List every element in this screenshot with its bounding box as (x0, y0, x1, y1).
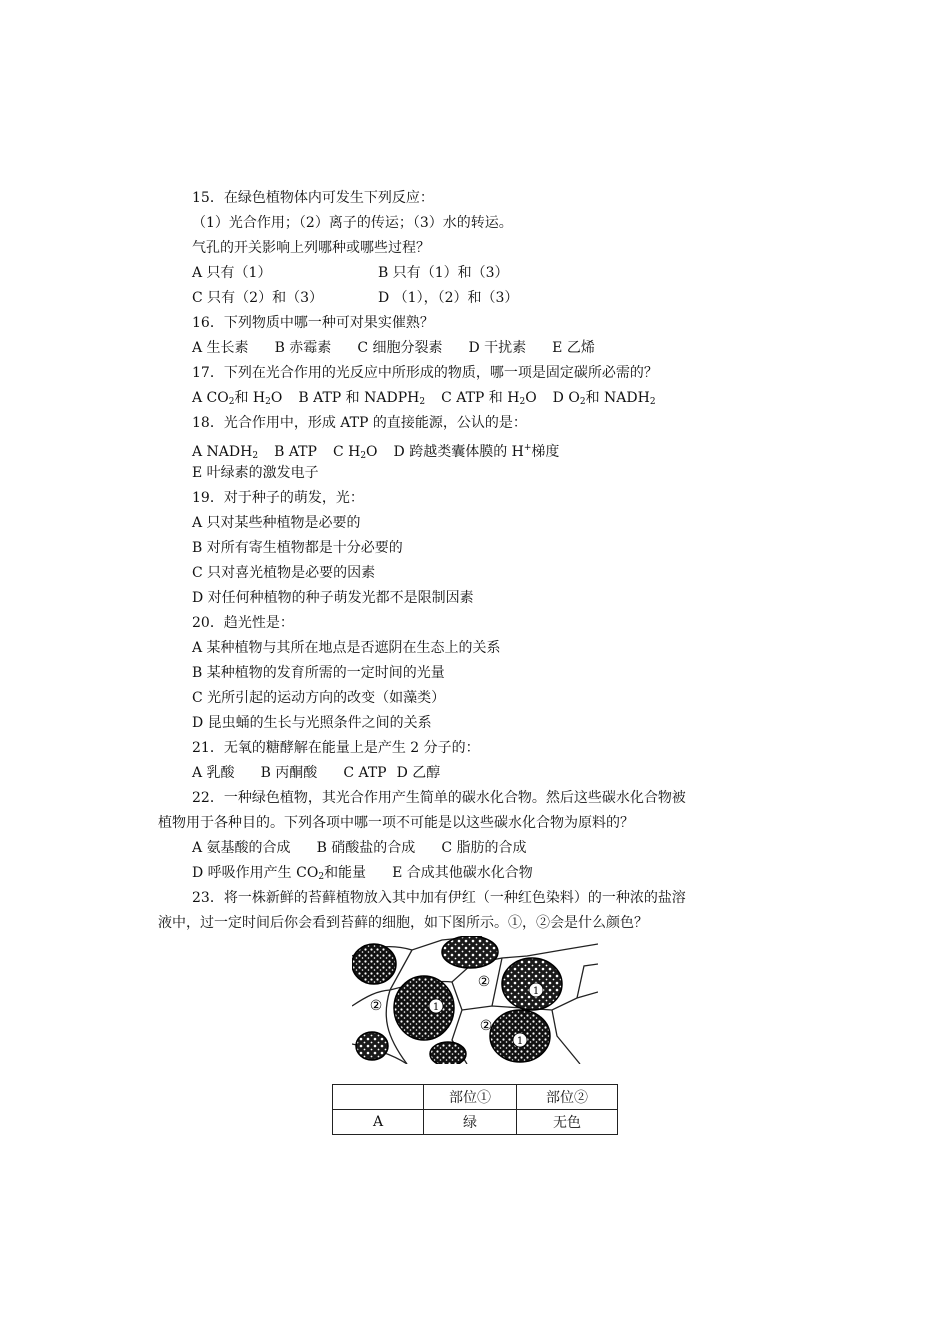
header-cell-empty (333, 1085, 424, 1110)
row-site2-color: 无色 (517, 1110, 618, 1135)
q15-option-a[interactable]: A 只有（1） (192, 265, 272, 281)
q19-option-a[interactable]: A 只对某些种植物是必要的 (192, 515, 361, 531)
protoplast-bottom-left (356, 1032, 388, 1060)
q22-option-c[interactable]: C 脂肪的合成 (441, 840, 527, 856)
q17-b-sub: 2 (419, 397, 426, 407)
q21-option-a[interactable]: A 乳酸 (192, 765, 235, 781)
q22-d-sub: 2 (318, 872, 325, 882)
q19-stem: 19．对于种子的萌发，光： (192, 490, 364, 506)
q23-stem-line1: 23．将一株新鲜的苔藓植物放入其中加有伊红（一种红色染料）的一种浓的盐溶 (192, 890, 686, 906)
q17-d-text2: 和 NADH (585, 390, 650, 406)
q16-option-c[interactable]: C 细胞分裂素 (357, 340, 443, 356)
q20-option-c[interactable]: C 光所引起的运动方向的改变（如藻类） (192, 690, 446, 706)
q17-c-text2: O (525, 390, 537, 406)
q20-stem: 20．趋光性是： (192, 615, 294, 631)
q21-option-c[interactable]: C ATP (343, 765, 387, 781)
q17-a-text2: 和 H (234, 390, 266, 406)
q15-option-b[interactable]: B 只有（1）和（3） (378, 265, 509, 281)
q20-option-a[interactable]: A 某种植物与其所在地点是否遮阴在生态上的关系 (192, 640, 501, 656)
q22-d-text1: D 呼吸作用产生 CO (192, 865, 319, 881)
label-2-left: ② (369, 998, 383, 1014)
q17-a-text3: O (270, 390, 283, 406)
q18-a-sub: 2 (252, 451, 259, 461)
q22-option-a[interactable]: A 氨基酸的合成 (192, 840, 291, 856)
q17-c-sub: 2 (519, 397, 526, 407)
q20-option-d[interactable]: D 昆虫蛹的生长与光照条件之间的关系 (192, 715, 432, 731)
q16-option-a[interactable]: A 生长素 (192, 340, 249, 356)
q22-stem-line1: 22．一种绿色植物，其光合作用产生简单的碳水化合物。然后这些碳水化合物被 (192, 790, 686, 806)
protoplast-bottom-mid (430, 1042, 466, 1064)
q22-option-b[interactable]: B 硝酸盐的合成 (316, 840, 416, 856)
q17-d-sub1: 2 (579, 397, 586, 407)
protoplast-top-mid (442, 936, 498, 968)
q15-ask: 气孔的开关影响上列哪种或哪些过程？ (192, 240, 430, 256)
q17-option-c[interactable] (441, 390, 537, 406)
q21-stem: 21．无氧的糖酵解在能量上是产生 2 分子的： (192, 740, 480, 756)
q21-option-b[interactable]: B 丙酮酸 (260, 765, 318, 781)
q18-option-d[interactable] (394, 444, 560, 460)
q15-items: （1）光合作用；（2）离子的传运；（3）水的转运。 (192, 215, 513, 231)
q15-option-c[interactable]: C 只有（2）和（3） (192, 290, 323, 306)
q17-option-a[interactable] (192, 390, 282, 406)
q15-options-row2 (158, 286, 798, 311)
answer-table-header (333, 1085, 618, 1110)
q17-d-sub2: 2 (649, 397, 656, 407)
q18-option-a[interactable] (192, 444, 258, 460)
q23-stem-line2: 液中，过一定时间后你会看到苔藓的细胞，如下图所示。①，②会是什么颜色？ (158, 915, 648, 931)
q17-option-d[interactable] (553, 390, 656, 406)
q15-options-row1 (158, 261, 798, 286)
moss-cells-figure (352, 936, 598, 1064)
q16-options (158, 336, 798, 361)
protoplast-center (394, 976, 454, 1040)
q15-stem: 15．在绿色植物体内可发生下列反应： (192, 190, 434, 206)
q17-b-text: B ATP 和 NADPH (298, 390, 420, 406)
label-2-top: ② (477, 974, 491, 990)
q18-d-text2: 梯度 (531, 444, 560, 460)
q18-options (158, 436, 798, 461)
q18-d-sup: + (523, 443, 532, 453)
q19-option-c[interactable]: C 只对喜光植物是必要的因素 (192, 565, 376, 581)
q18-option-c[interactable] (333, 444, 378, 460)
q18-c-text2: O (366, 444, 378, 460)
q18-stem: 18．光合作用中，形成 ATP 的直接能源，公认的是： (192, 415, 527, 431)
question-page (158, 186, 798, 936)
row-option-label: A (333, 1110, 424, 1135)
q17-a-sub2: 2 (265, 397, 271, 407)
protoplast-top-left (352, 944, 396, 984)
header-cell-site2: 部位② (517, 1085, 618, 1110)
label-2-bottom: ② (479, 1018, 493, 1034)
q18-d-text1: D 跨越类囊体膜的 H (393, 444, 524, 460)
q17-options (158, 386, 798, 411)
q19-option-b[interactable]: B 对所有寄生植物都是十分必要的 (192, 540, 403, 556)
q18-option-e[interactable]: E 叶绿素的激发电子 (192, 465, 319, 481)
q15-option-d[interactable]: D （1），（2）和（3） (378, 290, 519, 306)
label-1-right-top: 1 (532, 986, 540, 997)
q22-d-text2: 和能量 (324, 865, 367, 881)
label-1-right-bottom: 1 (516, 1036, 524, 1047)
label-1-center: 1 (432, 1002, 440, 1013)
q17-option-b[interactable] (298, 390, 425, 406)
q22-option-d[interactable] (192, 865, 366, 881)
q19-option-d[interactable]: D 对任何种植物的种子萌发光都不是限制因素 (192, 590, 474, 606)
q16-option-e[interactable]: E 乙烯 (552, 340, 595, 356)
row-site1-color: 绿 (424, 1110, 517, 1135)
q22-option-e[interactable]: E 合成其他碳水化合物 (392, 865, 533, 881)
q17-stem: 17．下列在光合作用的光反应中所形成的物质，哪一项是固定碳所必需的？ (192, 365, 658, 381)
q20-option-b[interactable]: B 某种植物的发育所需的一定时间的光量 (192, 665, 445, 681)
q18-c-sub: 2 (360, 451, 367, 461)
q17-d-text1: D O (552, 390, 580, 406)
header-cell-site1: 部位① (424, 1085, 517, 1110)
q16-option-d[interactable]: D 干扰素 (468, 340, 527, 356)
q17-c-text1: C ATP 和 H (441, 390, 520, 406)
q18-option-b[interactable]: B ATP (274, 444, 317, 460)
answer-table (332, 1084, 618, 1135)
q16-option-b[interactable]: B 赤霉素 (274, 340, 332, 356)
q18-a-text: A NADH (192, 444, 253, 460)
q18-c-text1: C H (332, 444, 361, 460)
q22-options-row1 (158, 836, 798, 861)
q22-options-row2 (158, 861, 798, 886)
q17-a-text1: A CO (192, 390, 229, 406)
q21-options (158, 761, 798, 786)
q21-option-d[interactable]: D 乙醇 (396, 765, 441, 781)
q22-stem-line2: 植物用于各种目的。下列各项中哪一项不可能是以这些碳水化合物为原料的？ (158, 815, 634, 831)
q16-stem: 16．下列物质中哪一种可对果实催熟？ (192, 315, 434, 331)
q17-a-sub1: 2 (228, 397, 235, 407)
table-row[interactable] (333, 1110, 618, 1135)
